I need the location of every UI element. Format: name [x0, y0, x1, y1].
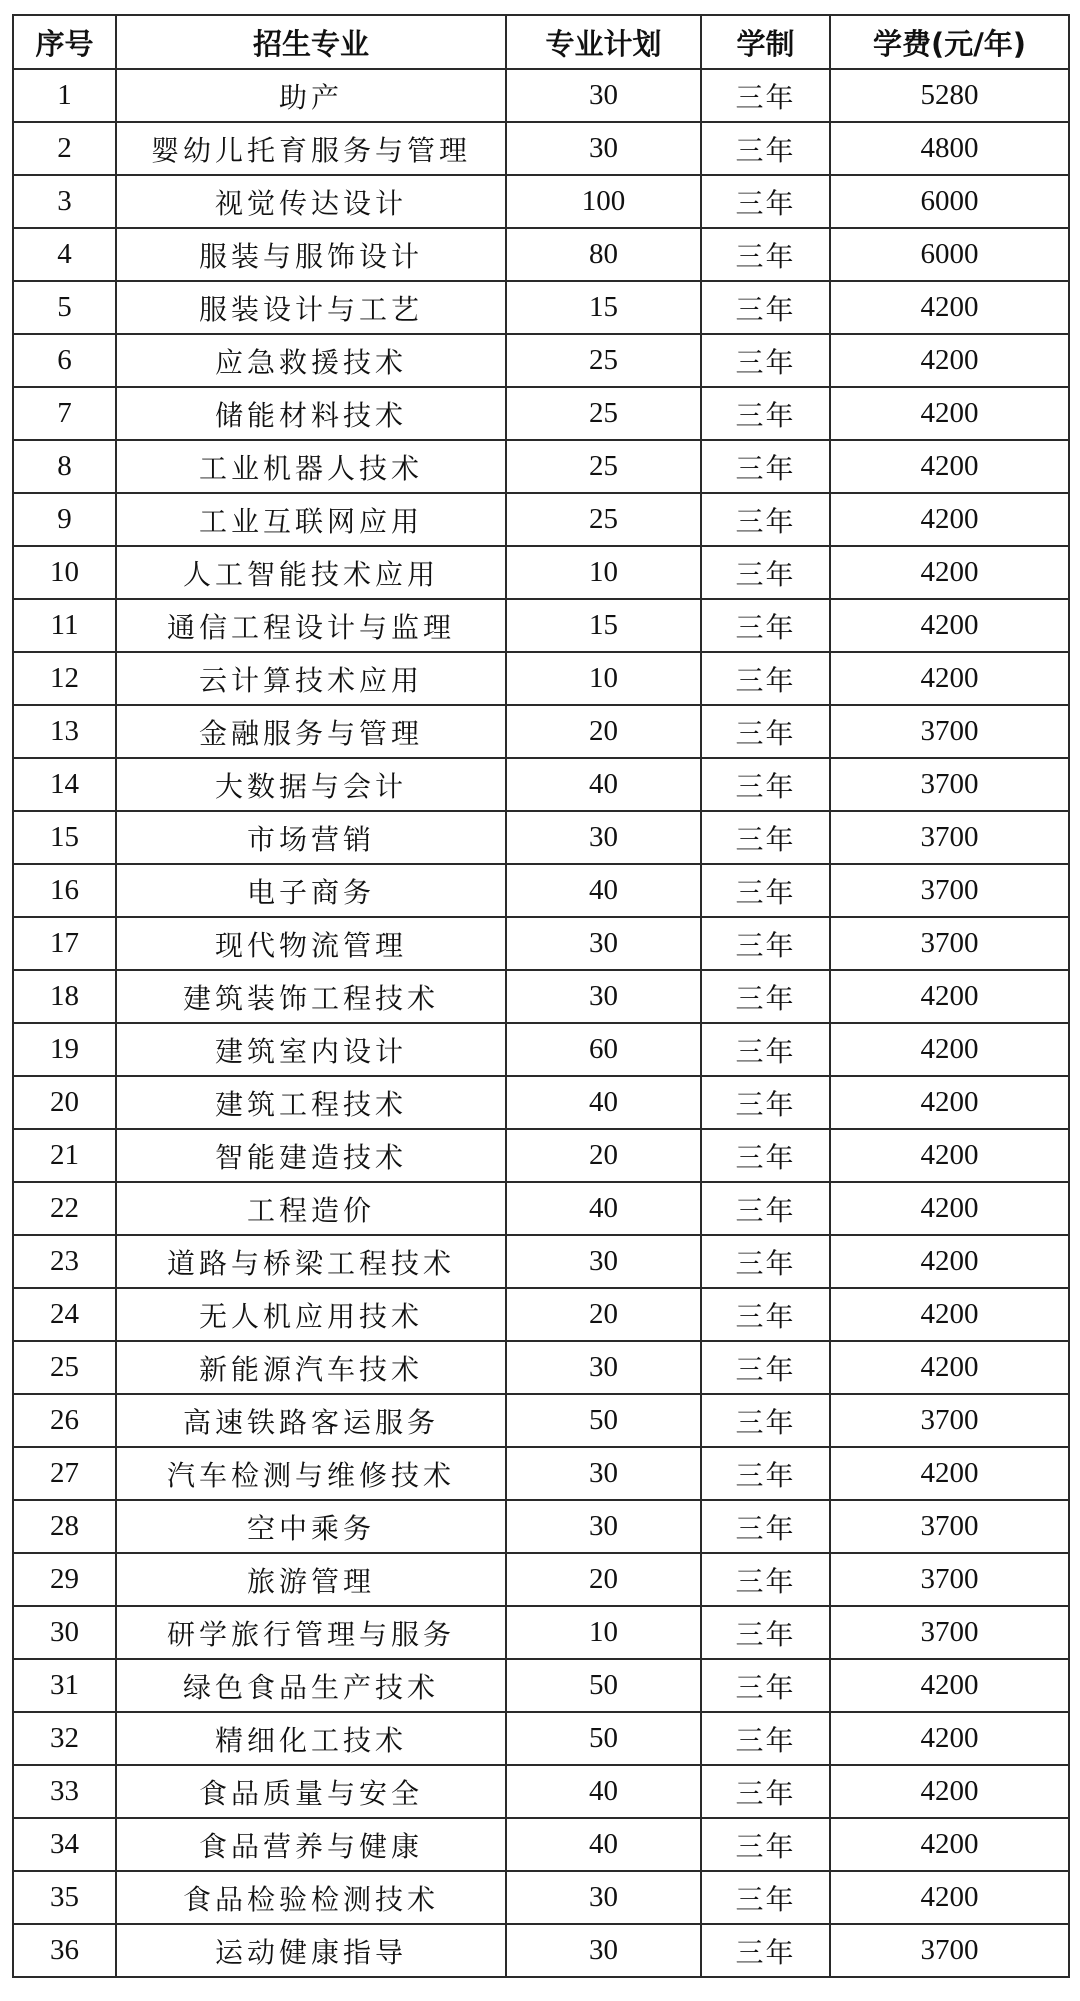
cell-plan: 25 [506, 334, 701, 387]
table-row [13, 758, 1069, 811]
cell-duration: 三年 [701, 440, 830, 493]
cell-duration: 三年 [701, 1076, 830, 1129]
cell-major: 云计算技术应用 [116, 652, 506, 705]
cell-tuition: 3700 [830, 917, 1069, 970]
cell-plan: 30 [506, 917, 701, 970]
cell-index: 23 [13, 1235, 116, 1288]
cell-tuition: 4200 [830, 1712, 1069, 1765]
cell-tuition: 4200 [830, 599, 1069, 652]
cell-index: 10 [13, 546, 116, 599]
cell-tuition: 4200 [830, 1765, 1069, 1818]
table-row [13, 1076, 1069, 1129]
cell-tuition: 6000 [830, 228, 1069, 281]
cell-duration: 三年 [701, 334, 830, 387]
cell-tuition: 3700 [830, 1500, 1069, 1553]
cell-duration: 三年 [701, 1288, 830, 1341]
cell-index: 29 [13, 1553, 116, 1606]
cell-tuition: 4200 [830, 334, 1069, 387]
cell-plan: 25 [506, 493, 701, 546]
cell-duration: 三年 [701, 1924, 830, 1977]
cell-tuition: 3700 [830, 811, 1069, 864]
table-row [13, 1182, 1069, 1235]
cell-major: 建筑室内设计 [116, 1023, 506, 1076]
cell-tuition: 3700 [830, 1553, 1069, 1606]
cell-plan: 15 [506, 281, 701, 334]
cell-major: 无人机应用技术 [116, 1288, 506, 1341]
table-row [13, 546, 1069, 599]
cell-major: 研学旅行管理与服务 [116, 1606, 506, 1659]
cell-duration: 三年 [701, 1818, 830, 1871]
cell-duration: 三年 [701, 1659, 830, 1712]
cell-index: 31 [13, 1659, 116, 1712]
cell-index: 26 [13, 1394, 116, 1447]
cell-tuition: 6000 [830, 175, 1069, 228]
table-row [13, 122, 1069, 175]
cell-major: 市场营销 [116, 811, 506, 864]
cell-duration: 三年 [701, 281, 830, 334]
cell-index: 4 [13, 228, 116, 281]
cell-major: 人工智能技术应用 [116, 546, 506, 599]
table-row [13, 652, 1069, 705]
cell-index: 36 [13, 1924, 116, 1977]
cell-tuition: 4200 [830, 970, 1069, 1023]
cell-plan: 40 [506, 1076, 701, 1129]
cell-plan: 30 [506, 1447, 701, 1500]
header-index: 序号 [13, 15, 116, 69]
cell-duration: 三年 [701, 1182, 830, 1235]
cell-major: 精细化工技术 [116, 1712, 506, 1765]
table-row [13, 1023, 1069, 1076]
table-row [13, 1235, 1069, 1288]
cell-tuition: 4200 [830, 1129, 1069, 1182]
cell-tuition: 5280 [830, 69, 1069, 122]
cell-plan: 20 [506, 705, 701, 758]
cell-duration: 三年 [701, 1447, 830, 1500]
cell-plan: 40 [506, 1818, 701, 1871]
cell-major: 运动健康指导 [116, 1924, 506, 1977]
cell-major: 建筑工程技术 [116, 1076, 506, 1129]
cell-index: 19 [13, 1023, 116, 1076]
table-row [13, 1924, 1069, 1977]
cell-duration: 三年 [701, 705, 830, 758]
table-row [13, 334, 1069, 387]
cell-plan: 30 [506, 1341, 701, 1394]
cell-plan: 50 [506, 1394, 701, 1447]
cell-major: 婴幼儿托育服务与管理 [116, 122, 506, 175]
cell-duration: 三年 [701, 1500, 830, 1553]
cell-index: 13 [13, 705, 116, 758]
cell-plan: 25 [506, 387, 701, 440]
cell-major: 工程造价 [116, 1182, 506, 1235]
cell-index: 34 [13, 1818, 116, 1871]
cell-major: 储能材料技术 [116, 387, 506, 440]
cell-tuition: 4200 [830, 387, 1069, 440]
cell-index: 20 [13, 1076, 116, 1129]
cell-tuition: 4200 [830, 1447, 1069, 1500]
cell-index: 3 [13, 175, 116, 228]
cell-duration: 三年 [701, 228, 830, 281]
cell-index: 24 [13, 1288, 116, 1341]
table-body [13, 69, 1069, 1977]
enrollment-plan-table [12, 14, 1070, 1978]
cell-duration: 三年 [701, 493, 830, 546]
cell-plan: 40 [506, 1182, 701, 1235]
cell-plan: 20 [506, 1553, 701, 1606]
cell-duration: 三年 [701, 1235, 830, 1288]
cell-duration: 三年 [701, 1394, 830, 1447]
table-row [13, 917, 1069, 970]
cell-major: 空中乘务 [116, 1500, 506, 1553]
cell-tuition: 4200 [830, 652, 1069, 705]
cell-duration: 三年 [701, 122, 830, 175]
cell-duration: 三年 [701, 1341, 830, 1394]
cell-major: 食品营养与健康 [116, 1818, 506, 1871]
cell-index: 32 [13, 1712, 116, 1765]
cell-plan: 40 [506, 1765, 701, 1818]
cell-duration: 三年 [701, 69, 830, 122]
cell-index: 2 [13, 122, 116, 175]
cell-index: 9 [13, 493, 116, 546]
table-row [13, 281, 1069, 334]
cell-plan: 40 [506, 864, 701, 917]
cell-tuition: 4800 [830, 122, 1069, 175]
cell-tuition: 4200 [830, 1341, 1069, 1394]
cell-duration: 三年 [701, 1129, 830, 1182]
cell-index: 11 [13, 599, 116, 652]
cell-plan: 30 [506, 1235, 701, 1288]
cell-duration: 三年 [701, 1023, 830, 1076]
cell-duration: 三年 [701, 175, 830, 228]
table-row [13, 1765, 1069, 1818]
cell-index: 18 [13, 970, 116, 1023]
cell-plan: 30 [506, 970, 701, 1023]
table-row [13, 1659, 1069, 1712]
cell-duration: 三年 [701, 1871, 830, 1924]
cell-major: 电子商务 [116, 864, 506, 917]
cell-plan: 20 [506, 1288, 701, 1341]
cell-major: 工业机器人技术 [116, 440, 506, 493]
cell-index: 14 [13, 758, 116, 811]
cell-tuition: 3700 [830, 864, 1069, 917]
cell-tuition: 4200 [830, 1182, 1069, 1235]
cell-tuition: 3700 [830, 1924, 1069, 1977]
cell-duration: 三年 [701, 917, 830, 970]
cell-plan: 30 [506, 1924, 701, 1977]
cell-major: 建筑装饰工程技术 [116, 970, 506, 1023]
table-row [13, 1818, 1069, 1871]
cell-major: 旅游管理 [116, 1553, 506, 1606]
table-row [13, 811, 1069, 864]
cell-tuition: 4200 [830, 546, 1069, 599]
cell-major: 视觉传达设计 [116, 175, 506, 228]
cell-plan: 30 [506, 1500, 701, 1553]
cell-tuition: 4200 [830, 1659, 1069, 1712]
table-row [13, 970, 1069, 1023]
cell-plan: 10 [506, 1606, 701, 1659]
cell-tuition: 4200 [830, 493, 1069, 546]
cell-duration: 三年 [701, 652, 830, 705]
cell-duration: 三年 [701, 387, 830, 440]
table-row [13, 1341, 1069, 1394]
cell-index: 21 [13, 1129, 116, 1182]
cell-tuition: 4200 [830, 1871, 1069, 1924]
table-row [13, 228, 1069, 281]
table-row [13, 705, 1069, 758]
cell-duration: 三年 [701, 1712, 830, 1765]
cell-tuition: 4200 [830, 1288, 1069, 1341]
cell-duration: 三年 [701, 970, 830, 1023]
table-row [13, 1712, 1069, 1765]
header-tuition: 学费(元/年) [830, 15, 1069, 69]
table-row [13, 1500, 1069, 1553]
cell-plan: 30 [506, 122, 701, 175]
cell-tuition: 4200 [830, 1235, 1069, 1288]
cell-duration: 三年 [701, 758, 830, 811]
cell-duration: 三年 [701, 1553, 830, 1606]
cell-index: 15 [13, 811, 116, 864]
table-row [13, 1553, 1069, 1606]
cell-plan: 25 [506, 440, 701, 493]
cell-major: 应急救援技术 [116, 334, 506, 387]
cell-plan: 10 [506, 546, 701, 599]
cell-major: 工业互联网应用 [116, 493, 506, 546]
cell-major: 服装与服饰设计 [116, 228, 506, 281]
cell-plan: 30 [506, 69, 701, 122]
table-row [13, 1129, 1069, 1182]
cell-index: 7 [13, 387, 116, 440]
header-plan: 专业计划 [506, 15, 701, 69]
cell-index: 16 [13, 864, 116, 917]
cell-major: 高速铁路客运服务 [116, 1394, 506, 1447]
cell-tuition: 4200 [830, 1076, 1069, 1129]
table-row [13, 493, 1069, 546]
cell-tuition: 3700 [830, 1394, 1069, 1447]
header-duration: 学制 [701, 15, 830, 69]
cell-plan: 30 [506, 1871, 701, 1924]
cell-tuition: 4200 [830, 1818, 1069, 1871]
cell-plan: 10 [506, 652, 701, 705]
table-row [13, 1447, 1069, 1500]
cell-major: 金融服务与管理 [116, 705, 506, 758]
cell-plan: 30 [506, 811, 701, 864]
cell-plan: 20 [506, 1129, 701, 1182]
cell-duration: 三年 [701, 1765, 830, 1818]
cell-plan: 50 [506, 1712, 701, 1765]
cell-major: 服装设计与工艺 [116, 281, 506, 334]
cell-major: 道路与桥梁工程技术 [116, 1235, 506, 1288]
table-row [13, 1394, 1069, 1447]
header-major: 招生专业 [116, 15, 506, 69]
table-row [13, 1288, 1069, 1341]
cell-index: 6 [13, 334, 116, 387]
table-row [13, 175, 1069, 228]
cell-tuition: 4200 [830, 440, 1069, 493]
cell-duration: 三年 [701, 546, 830, 599]
cell-tuition: 4200 [830, 1023, 1069, 1076]
cell-index: 1 [13, 69, 116, 122]
table-row [13, 440, 1069, 493]
table-header-row [13, 15, 1069, 69]
cell-index: 17 [13, 917, 116, 970]
cell-index: 35 [13, 1871, 116, 1924]
cell-duration: 三年 [701, 811, 830, 864]
cell-major: 绿色食品生产技术 [116, 1659, 506, 1712]
table-row [13, 387, 1069, 440]
cell-major: 汽车检测与维修技术 [116, 1447, 506, 1500]
cell-major: 新能源汽车技术 [116, 1341, 506, 1394]
cell-index: 5 [13, 281, 116, 334]
table-row [13, 1606, 1069, 1659]
cell-tuition: 3700 [830, 705, 1069, 758]
cell-major: 食品检验检测技术 [116, 1871, 506, 1924]
cell-index: 25 [13, 1341, 116, 1394]
cell-index: 12 [13, 652, 116, 705]
cell-duration: 三年 [701, 1606, 830, 1659]
cell-plan: 60 [506, 1023, 701, 1076]
cell-index: 33 [13, 1765, 116, 1818]
cell-index: 30 [13, 1606, 116, 1659]
cell-plan: 15 [506, 599, 701, 652]
cell-tuition: 3700 [830, 758, 1069, 811]
table-row [13, 69, 1069, 122]
cell-major: 助产 [116, 69, 506, 122]
cell-major: 食品质量与安全 [116, 1765, 506, 1818]
cell-major: 大数据与会计 [116, 758, 506, 811]
cell-plan: 50 [506, 1659, 701, 1712]
cell-duration: 三年 [701, 864, 830, 917]
cell-index: 27 [13, 1447, 116, 1500]
cell-major: 通信工程设计与监理 [116, 599, 506, 652]
cell-index: 22 [13, 1182, 116, 1235]
cell-index: 28 [13, 1500, 116, 1553]
enrollment-table-container [12, 14, 1068, 1978]
cell-major: 智能建造技术 [116, 1129, 506, 1182]
cell-tuition: 4200 [830, 281, 1069, 334]
cell-duration: 三年 [701, 599, 830, 652]
cell-index: 8 [13, 440, 116, 493]
cell-plan: 80 [506, 228, 701, 281]
cell-major: 现代物流管理 [116, 917, 506, 970]
table-row [13, 599, 1069, 652]
table-row [13, 1871, 1069, 1924]
cell-plan: 100 [506, 175, 701, 228]
cell-tuition: 3700 [830, 1606, 1069, 1659]
cell-plan: 40 [506, 758, 701, 811]
table-row [13, 864, 1069, 917]
